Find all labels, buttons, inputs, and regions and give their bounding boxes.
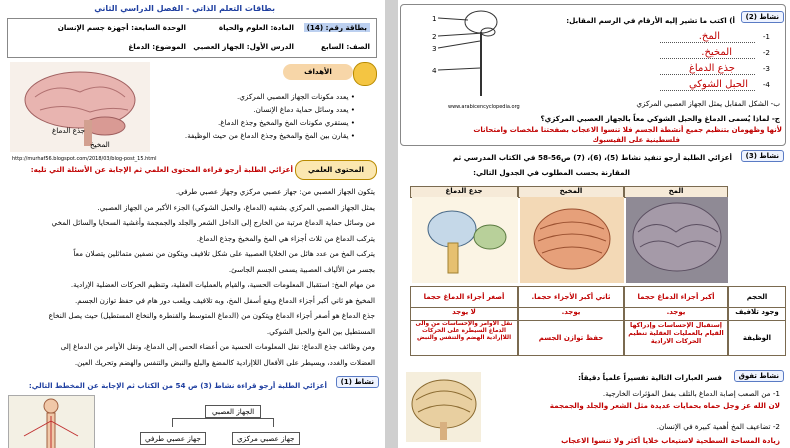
extra-question-1: 1- من الصعب إصابة الدماغ بالتلف بفعل المؤثرات الخارجية. [602,389,780,398]
comparison-table [398,186,790,356]
science-item: يتكون الجهاز العصبي من: جهاز عصبي مركزي وجهاز عصبي طرفي. [175,187,375,196]
science-item: العضلات والغدد، ويسيطر على الأفعال اللاإرادية كالمضغ والبلع والنبض والتنفس والهضم وتحريك العين. [74,357,375,367]
grade: الصف: السابع [321,42,370,51]
col-header-brainstem: جذع الدماغ [410,186,518,198]
header-table [7,18,377,58]
row-label-convolutions: وجود تلافيف [728,307,786,321]
answer-c: لأنها وظهومان بتنظيم جميع أنشطة الجسم فلا تنسوا الاعجاب بصفحتنا ملخصات وامتحانات [473,126,782,134]
row-label-size: الحجم [728,286,786,308]
goal-item: • يعدد وسائل حماية دماغ الإنسان. [253,105,355,114]
activity-extra-text: فسر العبارات التالية تفسيراً علمياً دقيقاً: [578,373,722,382]
answer-line [660,58,755,59]
answer-num-3: 3- [762,64,770,73]
activity-extra-tag: نشاط تفوق [734,370,784,382]
answer-line [660,74,755,75]
goal-item: • يستقري مكونات المخ والمخيخ وجذع الدماغ. [218,118,355,127]
science-item: من مهام المخ: استقبال المعلومات الحسية، والقيام بالعمليات العقلية، وتنظيم الحركات العضلية الإرادية. [70,280,375,289]
unit: الوحدة السابعة: أجهزة جسم الإنسان [57,23,186,32]
fig-number-3: 3 [432,44,437,53]
goals-title-bar [283,64,353,80]
cell-func-cerebrum: إستقبال الإحساسات وإدراكها القيام بالعمليات العقلية تنظيم الحركات الارادية [624,320,728,356]
answer-c-2: فلسطينية على الفيسبوك [592,136,680,144]
page-gap [385,0,398,448]
diagram-peripheral: جهاز عصبي طرفي [140,432,206,445]
label-brainstem: جذع الدماغ [52,126,86,135]
activity2-tag: نشاط (2) [741,11,784,23]
science-item: بجسر من الألياف العصبية يسمى الجسم الجاسئ. [228,264,375,274]
right-page [398,0,790,448]
topic: الموضوع: الدماغ [128,42,186,51]
answer-num-2: 2- [762,48,770,57]
card-number: بطاقة رقم: (14) [304,23,370,32]
row-label-function: الوظيفة [728,320,786,356]
cell-size-cerebellum: ثاني أكبر الأجزاء حجما. [518,286,624,308]
answer-3: جذع الدماغ [688,63,735,74]
cell-func-cerebellum: حفظ توازن الجسم [518,320,624,356]
label-cerebellum: المخيخ [90,140,110,149]
cell-conv-brainstem: لا يوجد [410,307,518,321]
extra-answer-1: لان الله عز وجل حماه بحمايات عديدة مثل الشعر والجلد والجمجمة [549,401,780,410]
left-page [0,0,385,448]
cell-conv-cerebrum: يوجد. [624,307,728,321]
answer-4: الحبل الشوكي [688,79,748,90]
activity3-text: أعزائي الطلبة أرجو تنفيذ نشاط (5)، (6)، (7) ص56-58 في الكتاب المدرسي ثم [452,153,732,162]
fig-number-2: 2 [432,32,437,41]
cerebellum-image [520,197,624,283]
brainstem-image [412,197,518,283]
science-title: المحتوى العلمي [308,165,364,174]
target-icon [353,62,377,86]
source-site: www.arabicencyclopedia.org [448,104,520,110]
science-title-bar [295,160,377,180]
col-header-cerebrum: المخ [624,186,728,198]
cell-conv-cerebellum: يوجد. [518,307,624,321]
extra-question-2: 2- تضاعيف المخ أهمية كبيرة في الإنسان. [656,422,780,431]
brain-section-figure [406,372,481,442]
science-item: المخيخ هو ثاني أكبر أجزاء الدماغ ويقع أسفل المخ، وبه تلافيف ويلعب دور هام في حفظ توازن الجسم. [75,295,375,305]
activity3-tag: نشاط (3) [741,150,784,162]
science-item: ومن وظائف جذع الدماغ: نقل المعلومات الحسية من أعضاء الحس إلى الدماغ، ونقل الأوامر من الدماغ إلى [60,342,375,351]
diagram-connector [172,418,274,427]
goals-title: الأهداف [304,67,332,76]
activity2-question: أ) اكتب ما تشير إليه الأرقام في الرسم المقابل: [566,16,735,25]
goal-item: • يعدد مكونات الجهاز العصبي المركزي. [237,92,355,101]
question-b: ب- الشكل المقابل يمثل الجهاز العصبي المركزي [636,99,780,108]
answer-line [660,90,755,91]
fig-number-1: 1 [432,14,437,23]
cell-size-brainstem: أصغر أجزاء الدماغ حجما [410,286,518,308]
source-url: http://murhaf56.blogspot.com/2018/03/blog-post_15.html [12,156,157,162]
activity3-text-2: المقارنة بحسب المطلوب في الجدول التالي: [473,168,630,177]
cns-figure [426,8,526,100]
cerebrum-image [626,197,728,283]
goal-item: • يقارن بين المخ والمخيخ وجذع الدماغ من حيث الوظيفة. [185,131,355,140]
cell-func-brainstem: نقل الاوامر والإحساسات من والى الدماغ السيطرة على الحركات اللاإرادية الهضم والتنفس والنبض [410,320,518,356]
fig-number-4: 4 [432,66,437,75]
subject: المادة: العلوم والحياة [218,23,294,32]
science-item: جذع الدماغ هو أصغر أجزاء الدماغ ويتكون من (الدماغ المتوسط والقنطرة والنخاع المستطيل) حيث يصل النخاع [48,311,375,320]
question-c: ج- لماذا يُسمى الدماغ والحبل الشوكي معاً بالجهاز العصبي المركزي؟ [540,114,780,123]
cell-size-cerebrum: أكبر أجزاء الدماغ حجما [624,286,728,308]
science-item: يمثل الجهاز العصبي المركزي بشقيه (الدماغ، والحبل الشوكي) الجزء الأكبر من الجهاز العصبي. [97,202,375,212]
science-item: يتركب الدماغ من ثلاث أجزاء هي المخ والمخيخ وجذع الدماغ. [196,233,375,243]
answer-num-4: 4- [762,80,770,89]
answer-2: المخيخ. [701,47,732,58]
science-item: المستطيل بين المخ والحبل الشوكي. [266,326,375,336]
col-header-cerebellum: المخيخ [518,186,624,198]
brain-illustration [10,62,150,152]
activity1-tag: نشاط (1) [336,376,379,388]
science-item: يتركب المخ من عدد هائل من الخلايا العصبية على شكل تلافيف ويتكون من نصفين متماثلين يتصلان معاً [73,249,375,258]
extra-answer-2: زيادة المساحة السطحية لاستيعاب خلايا أكثر ولا تنسوا الاعجاب [561,436,780,445]
nervous-system-figure [8,395,95,448]
answer-num-1: 1- [762,32,770,41]
answer-1: المخ. [698,31,720,42]
lesson: الدرس الأول: الجهاز العصبي [193,42,294,51]
diagram-root: الجهاز العصبي [205,405,261,418]
science-item: من وسائل حماية الدماغ مرتبة من الخارج إلى الداخل الشعر والجلد والجمجمة وأغشية السحايا والسائل المخي [51,218,375,227]
answer-line [660,42,755,43]
diagram-central: جهاز عصبي مركزي [232,432,300,445]
science-prompt: أعزائي الطلبة أرجو قراءة المحتوى العلمي ثم الإجابة عن الأسئلة التي تليه: [30,165,293,174]
activity1-text: أعزائي الطلبة أرجو قراءة نشاط (3) ص 54 من الكتاب ثم الإجابة عن المخطط التالي: [28,381,327,390]
header-title: بطاقات التعلم الذاتي - الفصل الدراسي الثاني [94,4,275,13]
